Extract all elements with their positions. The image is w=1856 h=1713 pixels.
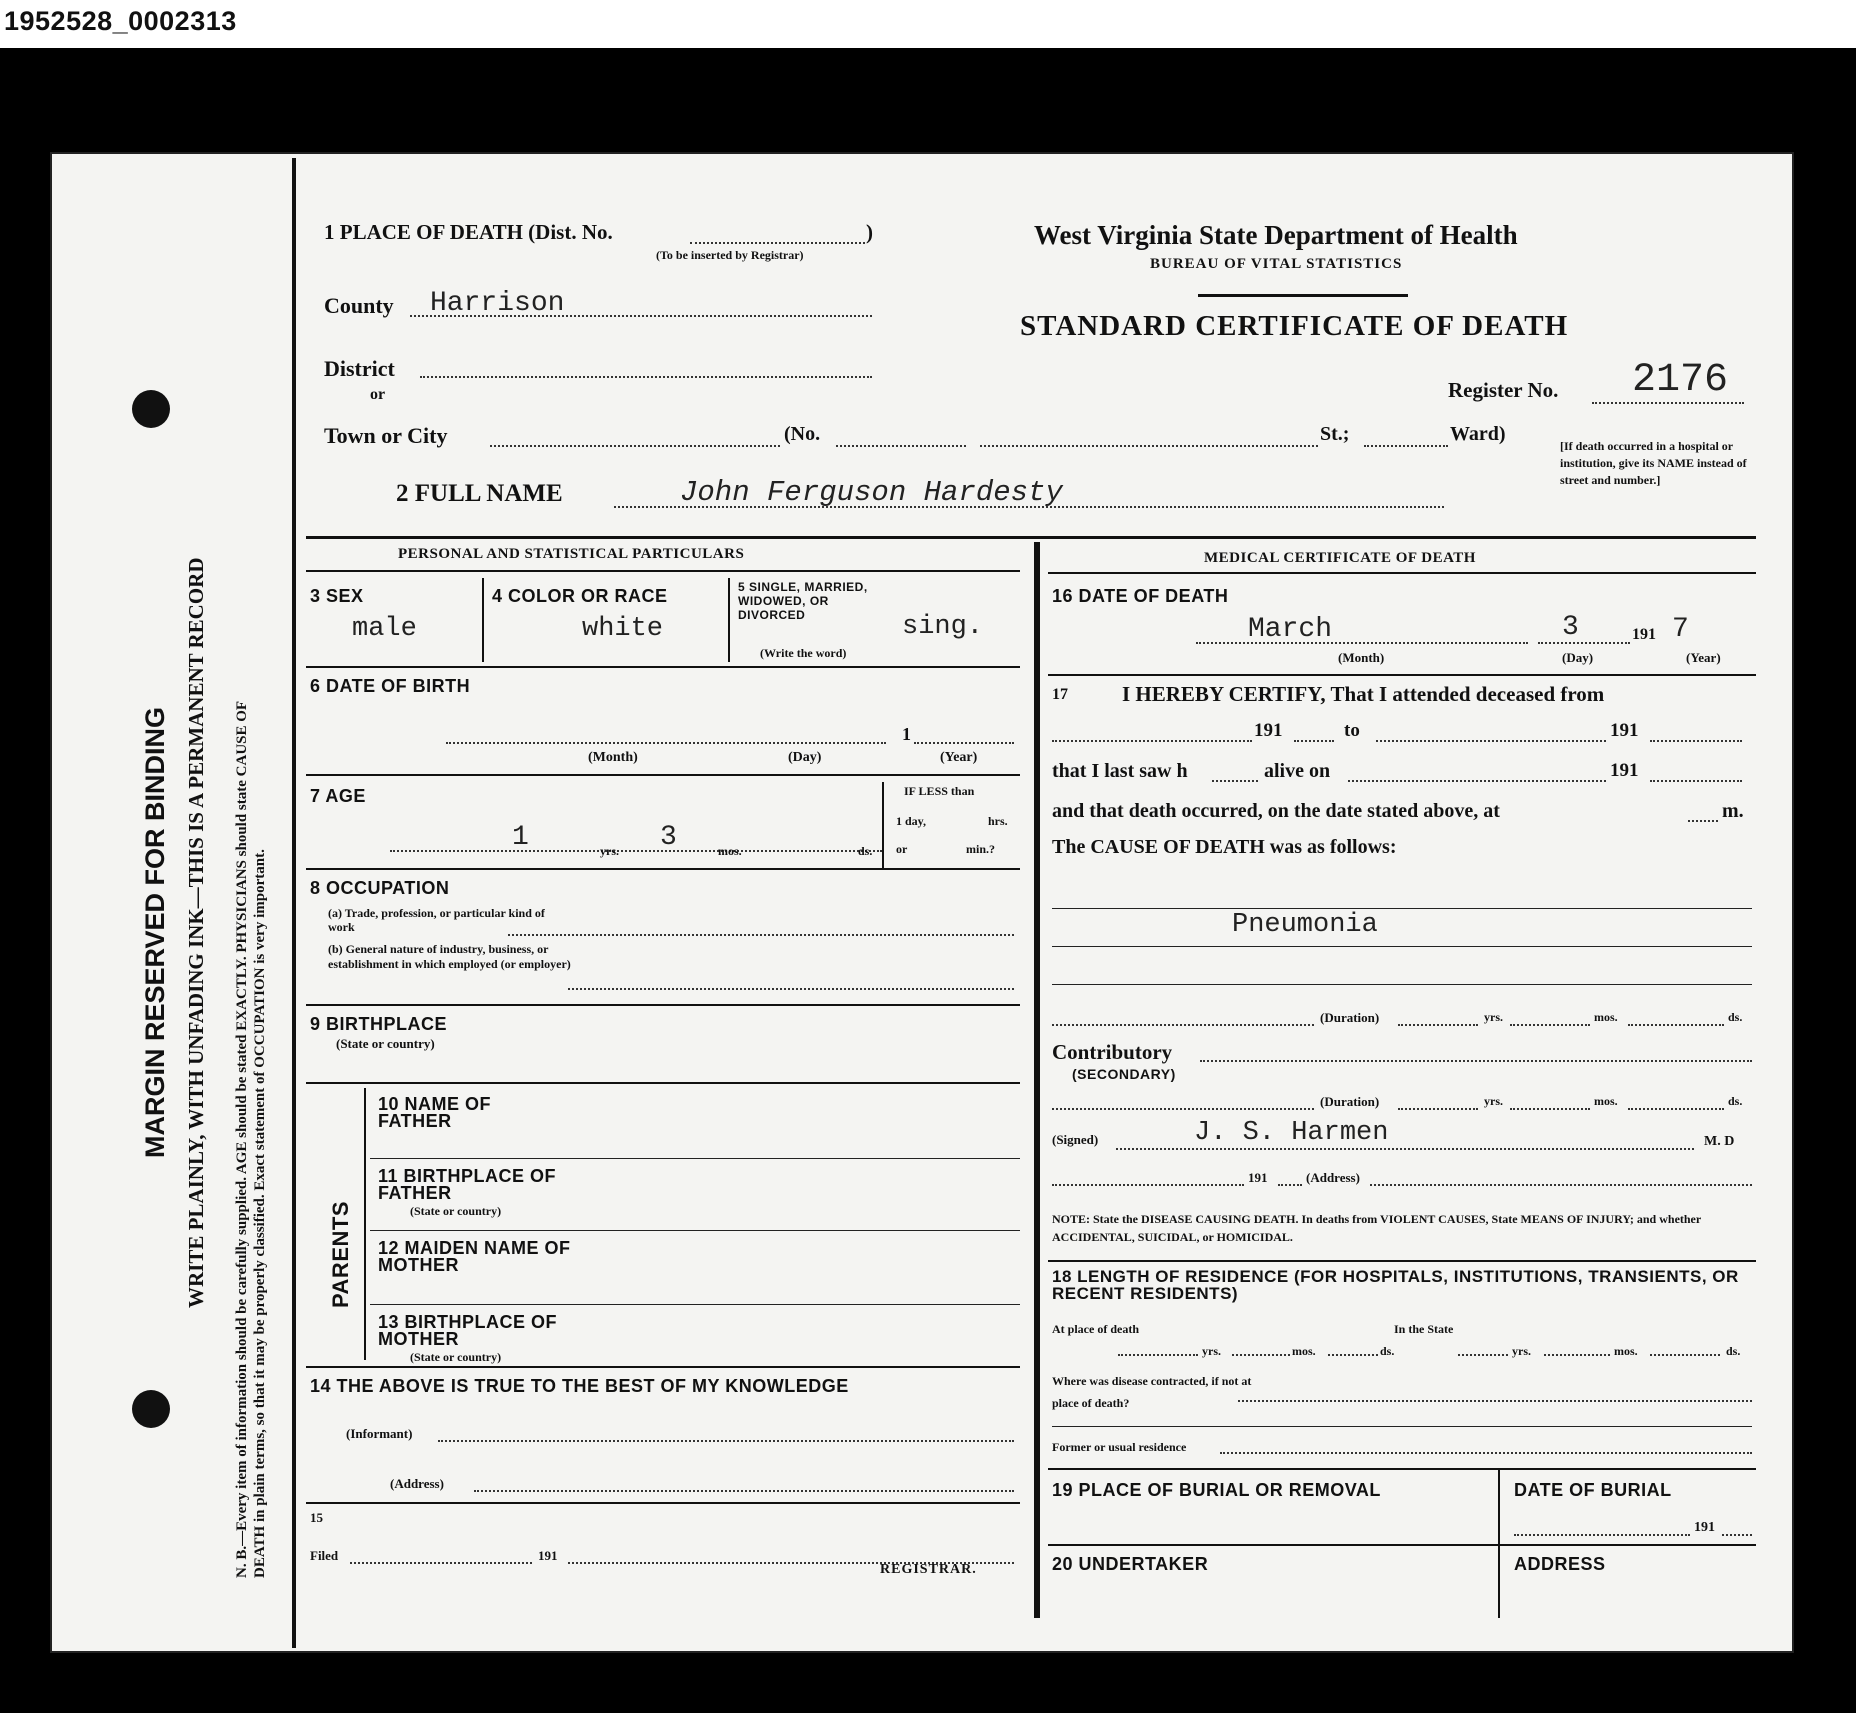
at-place-ds-line <box>1328 1354 1378 1356</box>
filed-year: 191 <box>538 1548 558 1563</box>
cause-value: Pneumonia <box>1232 910 1378 940</box>
sign-year-line <box>1278 1184 1302 1186</box>
bureau-title: BUREAU OF VITAL STATISTICS <box>1150 256 1403 272</box>
or-label: or <box>370 386 386 403</box>
sex-value: male <box>352 614 417 644</box>
occurred-line <box>1688 820 1718 822</box>
alive-on-label: alive on <box>1264 760 1331 782</box>
header-rule <box>1198 294 1408 297</box>
med-rule-1 <box>1048 674 1756 676</box>
row-rule-6 <box>306 1366 1020 1368</box>
filed-line <box>350 1562 532 1564</box>
age-years: 1 <box>512 822 529 853</box>
from-year: 191 <box>1254 720 1283 741</box>
ward-label: Ward) <box>1450 423 1506 445</box>
duration-line-1 <box>1052 1024 1314 1026</box>
duration-ds-line-1 <box>1628 1024 1724 1026</box>
residence-label: 18 LENGTH OF RESIDENCE (FOR HOSPITALS, INSTITUTIONS, TRANSIENTS, OR RECENT RESIDENTS) <box>1052 1267 1739 1303</box>
mother-name-label: 12 MAIDEN NAME OF MOTHER <box>378 1238 571 1275</box>
registrar-label: REGISTRAR. <box>880 1562 977 1577</box>
medical-heading: MEDICAL CERTIFICATE OF DEATH <box>1204 550 1476 566</box>
row-rule-5 <box>306 1082 1020 1084</box>
fullname-value: John Ferguson Hardesty <box>680 476 1063 509</box>
header-divider <box>306 536 1756 539</box>
row-rule-2 <box>306 774 1020 776</box>
register-number: 2176 <box>1632 358 1729 403</box>
in-state-label: In the State <box>1394 1322 1454 1336</box>
dod-day: 3 <box>1562 612 1579 643</box>
undertaker-label: 20 UNDERTAKER <box>1052 1554 1209 1574</box>
dob-mark: 1 <box>902 724 911 744</box>
medical-heading-rule <box>1048 572 1756 574</box>
cause-rule-1 <box>1052 908 1752 909</box>
dob-label: 6 DATE OF BIRTH <box>310 676 471 696</box>
occupation-b: (b) General nature of industry, business, or establishment in which employed (or employer) <box>328 942 571 971</box>
duration-caption-1: (Duration) <box>1320 1010 1380 1025</box>
dob-line <box>446 742 886 744</box>
med-rule-4 <box>1048 1544 1756 1546</box>
marital-value: sing. <box>902 612 984 642</box>
ds-caption: ds. <box>858 844 873 858</box>
mos-caption-2: mos. <box>1594 1094 1618 1108</box>
address-caption: (Address) <box>390 1476 444 1491</box>
age-label: 7 AGE <box>310 786 366 806</box>
punch-hole-bottom <box>132 1390 170 1428</box>
informant-caption: (Informant) <box>346 1426 413 1441</box>
dob-year-caption: (Year) <box>940 750 978 765</box>
age-line <box>390 850 882 852</box>
burial-label: 19 PLACE OF BURIAL OR REMOVAL <box>1052 1480 1381 1500</box>
attend-from-line <box>1052 740 1252 742</box>
row-rule-4 <box>306 1004 1020 1006</box>
fullname-label: 2 FULL NAME <box>396 480 563 507</box>
at-place-yrs-line <box>1118 1354 1198 1356</box>
secondary-label: (SECONDARY) <box>1072 1066 1176 1082</box>
row-rule-1 <box>306 666 1020 668</box>
to-year-line <box>1650 740 1742 742</box>
yrs-caption-2: yrs. <box>1484 1094 1503 1108</box>
signed-line <box>1116 1148 1694 1150</box>
in-state-mos-line <box>1544 1354 1610 1356</box>
duration-yrs-line-1 <box>1398 1024 1478 1026</box>
duration-yrs-line-2 <box>1398 1108 1478 1110</box>
one-day-label: 1 day, <box>896 814 927 828</box>
no-label: (No. <box>784 423 821 445</box>
nb-note-2: DEATH in plain terms, so that it may be properly classified. Exact statement of OCCUPATION is very important. <box>252 849 268 1578</box>
cause-note: NOTE: State the DISEASE CAUSING DEATH. In deaths from VIOLENT CAUSES, State MEANS OF INJURY; and whether ACCIDENTAL, SUICIDAL, or HOMICIDAL. <box>1052 1212 1701 1244</box>
alive-year-line <box>1650 780 1742 782</box>
duration-caption-2: (Duration) <box>1320 1094 1380 1109</box>
duration-mos-line-2 <box>1510 1108 1590 1110</box>
cause-rule-2 <box>1052 946 1752 947</box>
former-label: Former or usual residence <box>1052 1440 1187 1454</box>
sign-date-line <box>1052 1184 1244 1186</box>
dod-year-prefix: 191 <box>1632 626 1656 643</box>
no-line <box>836 445 966 447</box>
dod-day-line <box>1538 642 1630 644</box>
father-name-label: 10 NAME OF FATHER <box>378 1094 492 1131</box>
birthplace-note: (State or country) <box>336 1036 435 1051</box>
dod-year-suffix: 7 <box>1672 614 1689 645</box>
marital-note: (Write the word) <box>760 646 847 660</box>
min-label: min.? <box>966 842 996 856</box>
sex-divider <box>482 578 484 662</box>
binding-note: MARGIN RESERVED FOR BINDING <box>140 706 170 1158</box>
occupation-a: (a) Trade, profession, or particular kind of work <box>328 906 545 934</box>
contracted-line <box>1238 1400 1752 1402</box>
occupation-a-line <box>508 934 1014 936</box>
certificate-title: STANDARD CERTIFICATE OF DEATH <box>1020 310 1569 342</box>
town-line <box>490 445 780 447</box>
in-state-mos: mos. <box>1614 1344 1638 1358</box>
dod-month-caption: (Month) <box>1338 650 1385 665</box>
district-line <box>420 376 872 378</box>
at-place-label: At place of death <box>1052 1322 1139 1336</box>
row-rule-7 <box>306 1502 1020 1504</box>
dod-month: March <box>1248 614 1333 645</box>
color-label: 4 COLOR OR RACE <box>492 586 668 606</box>
town-label: Town or City <box>324 423 448 448</box>
med-rule-3 <box>1048 1468 1756 1470</box>
duration-mos-line-1 <box>1510 1024 1590 1026</box>
dist-no-close: ) <box>866 220 873 244</box>
address-label: ADDRESS <box>1514 1554 1606 1574</box>
binding-margin <box>52 158 296 1648</box>
county-label: County <box>324 293 394 318</box>
occupation-label: 8 OCCUPATION <box>310 878 450 898</box>
color-value: white <box>582 614 664 644</box>
father-bp-rule <box>370 1230 1020 1231</box>
dod-day-caption: (Day) <box>1562 650 1594 665</box>
yrs-caption: yrs. <box>600 844 619 858</box>
contributory-label: Contributory <box>1052 1040 1173 1064</box>
age-months: 3 <box>660 822 677 853</box>
dod-month-line <box>1196 642 1528 644</box>
street-line <box>980 445 1318 447</box>
alive-on-line <box>1348 780 1606 782</box>
father-birthplace-label: 11 BIRTHPLACE OF FATHER <box>378 1166 557 1203</box>
signed-value: J. S. Harmen <box>1194 1118 1389 1148</box>
nb-note-1: N. B.—Every item of information should be carefully supplied. AGE should be stated EXACTLY. PHYSICIANS should state CAUSE OF <box>234 700 250 1578</box>
at-place-yrs: yrs. <box>1202 1344 1221 1358</box>
cause-rule-3 <box>1052 984 1752 985</box>
in-state-yrs: yrs. <box>1512 1344 1531 1358</box>
father-bp-note: (State or country) <box>410 1204 502 1218</box>
burial-date-line <box>1514 1534 1690 1536</box>
former-line <box>1220 1452 1752 1454</box>
occurred-label: and that death occurred, on the date stated above, at <box>1052 800 1500 822</box>
ink-note: WRITE PLAINLY, WITH UNFADING INK—THIS IS A PERMANENT RECORD <box>184 557 208 1308</box>
in-state-yrs-line <box>1458 1354 1508 1356</box>
occupation-b-line <box>568 988 1014 990</box>
yrs-caption-1: yrs. <box>1484 1010 1503 1024</box>
personal-heading-rule <box>306 570 1020 572</box>
from-year-line <box>1294 740 1334 742</box>
mother-birthplace-label: 13 BIRTHPLACE OF MOTHER <box>378 1312 558 1349</box>
birthplace-label: 9 BIRTHPLACE <box>310 1014 448 1034</box>
registrar-note: (To be inserted by Registrar) <box>656 248 804 262</box>
dob-month-caption: (Month) <box>588 750 638 765</box>
district-label: District <box>324 356 395 381</box>
last-saw-line <box>1212 780 1258 782</box>
punch-hole-top <box>132 390 170 428</box>
hrs-label: hrs. <box>988 814 1008 828</box>
row-rule-3 <box>306 868 1020 870</box>
burial-year: 191 <box>1694 1520 1715 1535</box>
attend-to-line <box>1376 740 1606 742</box>
personal-heading: PERSONAL AND STATISTICAL PARTICULARS <box>398 546 745 562</box>
last-saw-label: that I last saw h <box>1052 760 1188 782</box>
place-of-death-label: 1 PLACE OF DEATH (Dist. No. <box>324 220 613 244</box>
true-label: 14 THE ABOVE IS TRUE TO THE BEST OF MY KNOWLEDGE <box>310 1376 849 1396</box>
burial-year-line <box>1722 1534 1752 1536</box>
mother-rule <box>370 1304 1020 1305</box>
marital-label: 5 SINGLE, MARRIED, WIDOWED, OR DIVORCED <box>738 580 868 622</box>
ds-caption-1: ds. <box>1728 1010 1743 1024</box>
in-state-ds: ds. <box>1726 1344 1741 1358</box>
contracted-label: Where was disease contracted, if not at place of death? <box>1052 1374 1252 1410</box>
parents-label: PARENTS <box>328 1201 353 1308</box>
sign-address-line <box>1370 1184 1752 1186</box>
mother-bp-note: (State or country) <box>410 1350 502 1364</box>
to-year: 191 <box>1610 720 1639 741</box>
cause-label: The CAUSE OF DEATH was as follows: <box>1052 836 1397 858</box>
image-id-bar <box>0 0 1856 48</box>
image-id: 1952528_0002313 <box>4 6 237 36</box>
or-min-label: or <box>896 842 908 856</box>
alive-year: 191 <box>1610 760 1639 781</box>
sex-label: 3 SEX <box>310 586 364 606</box>
sign-year: 191 <box>1248 1170 1268 1185</box>
at-place-mos: mos. <box>1292 1344 1316 1358</box>
certify-text: I HEREBY CERTIFY, That I attended deceased from <box>1122 682 1605 706</box>
mos-caption-1: mos. <box>1594 1010 1618 1024</box>
dod-year-caption: (Year) <box>1686 650 1721 665</box>
dob-year-line <box>914 742 1014 744</box>
mos-caption: mos. <box>718 844 742 858</box>
burial-date-label: DATE OF BURIAL <box>1514 1480 1672 1500</box>
at-place-ds: ds. <box>1380 1344 1395 1358</box>
duration-line-2 <box>1052 1108 1314 1110</box>
dob-day-caption: (Day) <box>788 750 822 765</box>
filed-label: Filed <box>310 1548 339 1563</box>
contracted-rule <box>1052 1426 1752 1427</box>
ds-caption-2: ds. <box>1728 1094 1743 1108</box>
ward-line <box>1364 445 1448 447</box>
at-place-mos-line <box>1232 1354 1290 1356</box>
med-rule-2 <box>1048 1260 1756 1262</box>
m-label: m. <box>1722 800 1744 822</box>
filed-num: 15 <box>310 1510 323 1525</box>
certify-num: 17 <box>1052 686 1068 703</box>
contributory-line <box>1200 1060 1752 1062</box>
in-state-ds-line <box>1650 1354 1720 1356</box>
parents-divider <box>364 1088 366 1360</box>
dist-no-line <box>690 242 865 244</box>
informant-line <box>438 1440 1014 1442</box>
agency-title: West Virginia State Department of Health <box>1034 220 1518 250</box>
death-certificate-form <box>298 158 1788 1618</box>
county-value: Harrison <box>430 288 565 319</box>
duration-ds-line-2 <box>1628 1108 1724 1110</box>
st-label: St.; <box>1320 423 1350 445</box>
md-label: M. D <box>1704 1134 1735 1149</box>
color-divider <box>728 578 730 662</box>
column-divider-2 <box>1038 542 1040 1618</box>
address-line <box>474 1490 1014 1492</box>
father-rule <box>370 1158 1020 1159</box>
dod-label: 16 DATE OF DEATH <box>1052 586 1229 606</box>
age-divider <box>882 782 884 868</box>
hospital-note: [If death occurred in a hospital or institution, give its NAME instead of street and number.] <box>1560 439 1747 487</box>
signed-caption: (Signed) <box>1052 1132 1099 1147</box>
to-label: to <box>1344 720 1360 741</box>
register-label: Register No. <box>1448 378 1559 402</box>
burial-divider <box>1498 1468 1500 1618</box>
less-than-label: IF LESS than <box>904 784 975 798</box>
sign-address-caption: (Address) <box>1306 1170 1360 1185</box>
